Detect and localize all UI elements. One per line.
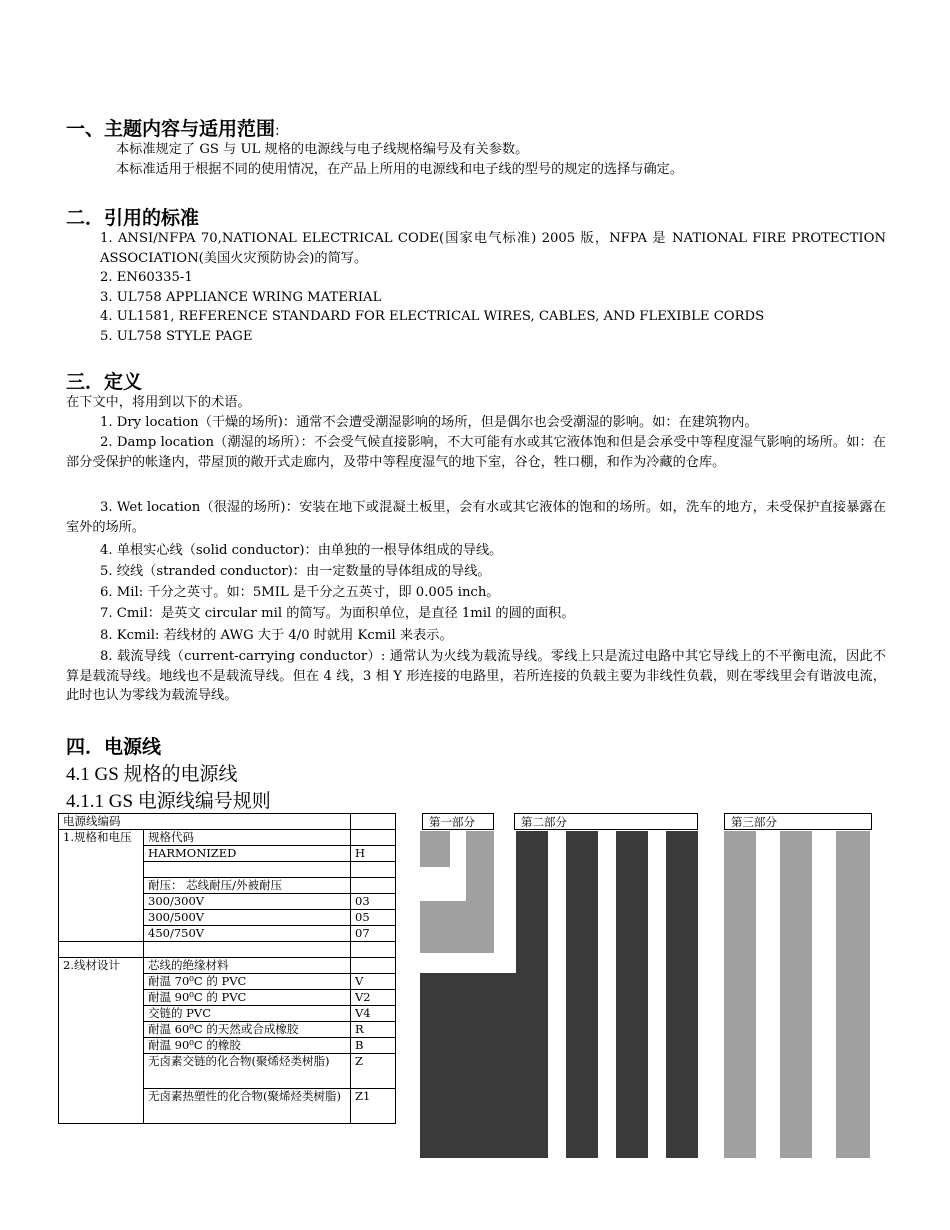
definition-item-9: 8. 载流导线（current-carrying conductor）: 通常认为火线为载流导线。零线上只是流过电路中其它导线上的不平衡电流，因此不算是载流导线。地线也不是载流导线。但在 4 线，3 相 Y 形连接的电路里，若所连接的负载主要为非线性负载，则在零线里会有谐波电流，此时也认为零线为载流导线。 — [66, 649, 886, 703]
subsection-4-1-title: 4.1 GS 规格的电源线 — [66, 764, 238, 785]
voltage-code: 03 — [351, 894, 396, 910]
part-2-bar — [616, 831, 648, 1158]
material-code: B — [351, 1038, 396, 1054]
reference-item-2: 2. EN60335-1 — [100, 270, 193, 285]
material-name: 耐温 90⁰C 的橡胶 — [144, 1038, 351, 1054]
definition-item-4: 4. 单根实心线（solid conductor)：由单独的一根导体组成的导线。 — [100, 543, 503, 558]
power-cord-code-table — [58, 813, 396, 1124]
part-2-label: 第二部分 — [514, 813, 698, 830]
table-cell-empty — [351, 958, 396, 974]
part-3-label: 第三部分 — [724, 813, 872, 830]
material-code: V — [351, 974, 396, 990]
definition-item-3: 3. Wet location（很湿的场所)：安装在地下或混凝土板里，会有水或其它液体的饱和的场所。如，洗车的地方，未受保护直接暴露在室外的场所。 — [66, 500, 886, 535]
part-3-bar — [836, 831, 870, 1158]
material-name: 无卤素交链的化合物(聚烯烃类树脂) — [144, 1054, 351, 1089]
table-row — [59, 814, 396, 830]
table-cell-empty — [351, 830, 396, 846]
reference-item-5: 5. UL758 STYLE PAGE — [100, 329, 253, 344]
material-code: R — [351, 1022, 396, 1038]
subsection-4-1-1-title: 4.1.1 GS 电源线编号规则 — [66, 791, 271, 812]
voltage-code: 05 — [351, 910, 396, 926]
material-name: 无卤素热塑性的化合物(聚烯烃类树脂) — [144, 1089, 351, 1124]
voltage-code: 07 — [351, 926, 396, 942]
part-1-block — [420, 973, 500, 1158]
group-1-head: 规格代码 — [144, 830, 351, 846]
table-cell-empty — [351, 878, 396, 894]
section-3-title: 三．定义 — [66, 371, 143, 393]
section-1-para-1: 本标准规定了 GS 与 UL 规格的电源线与电子线规格编号及有关参数。 — [116, 142, 529, 157]
part-2-bar — [666, 831, 698, 1158]
material-code: V2 — [351, 990, 396, 1006]
section-2-title: 二．引用的标准 — [66, 207, 200, 229]
voltage-name: 300/500V — [144, 910, 351, 926]
section-1-para-2: 本标准适用于根据不同的使用情况，在产品上所用的电源线和电子线的型号的规定的选择与确定。 — [116, 162, 684, 177]
table-row — [59, 958, 396, 974]
part-1-label: 第一部分 — [422, 813, 494, 830]
section-1-title-colon: : — [275, 123, 280, 139]
part-1-block — [420, 831, 450, 867]
reference-item-1: 1. ANSI/NFPA 70,NATIONAL ELECTRICAL CODE(国家电气标准) 2005 版，NFPA 是 NATIONAL FIRE PROTECTION ASSOCIATION(美国火灾预防协会)的简写。 — [100, 231, 886, 266]
material-name: 耐温 90⁰C 的 PVC — [144, 990, 351, 1006]
definition-item-1: 1. Dry location（干燥的场所)：通常不会遭受潮湿影响的场所，但是偶尔也会受潮湿的影响。如：在建筑物内。 — [100, 415, 758, 430]
definition-item-6: 6. Mil: 千分之英寸。如：5MIL 是千分之五英寸，即 0.005 inch。 — [100, 585, 500, 600]
material-code: Z1 — [351, 1089, 396, 1124]
part-3-bar — [724, 831, 756, 1158]
voltage-head: 耐压： 芯线耐压/外被耐压 — [144, 878, 351, 894]
material-code: V4 — [351, 1006, 396, 1022]
group-2-head: 芯线的绝缘材料 — [144, 958, 351, 974]
part-1-block — [420, 901, 494, 953]
reference-item-3: 3. UL758 APPLIANCE WRING MATERIAL — [100, 290, 382, 305]
section-1-title — [66, 114, 280, 141]
definition-item-5: 5. 绞线（stranded conductor)：由一定数量的导体组成的导线。 — [100, 564, 491, 579]
part-2-bar — [500, 973, 548, 1158]
voltage-name: 450/750V — [144, 926, 351, 942]
material-name: 交链的 PVC — [144, 1006, 351, 1022]
material-name: 耐温 60⁰C 的天然或合成橡胶 — [144, 1022, 351, 1038]
table-cell-empty — [144, 942, 351, 958]
table-row — [59, 942, 396, 958]
part-3-bar — [780, 831, 812, 1158]
group-2-label: 2.线材设计 — [59, 958, 144, 1124]
table-cell-empty — [351, 862, 396, 878]
table-cell-empty — [351, 814, 396, 830]
group-1-label: 1.规格和电压 — [59, 830, 144, 942]
harmonized-code: H — [351, 846, 396, 862]
code-parts-diagram — [418, 813, 873, 1158]
definition-item-8: 8. Kcmil: 若线材的 AWG 大于 4/0 时就用 Kcmil 来表示。 — [100, 628, 453, 643]
table-cell-empty — [59, 942, 144, 958]
material-code: Z — [351, 1054, 396, 1089]
definition-item-7: 7. Cmil：是英文 circular mil 的简写。为面积单位，是直径 1mil 的圆的面积。 — [100, 606, 575, 621]
table-cell-empty — [351, 942, 396, 958]
table-row — [59, 830, 396, 846]
harmonized-name: HARMONIZED — [144, 846, 351, 862]
table-cell-empty — [144, 862, 351, 878]
table-header: 电源线编码 — [59, 814, 351, 830]
section-1-title-text: 一、主题内容与适用范围 — [66, 118, 276, 140]
material-name: 耐温 70⁰C 的 PVC — [144, 974, 351, 990]
voltage-name: 300/300V — [144, 894, 351, 910]
reference-item-4: 4. UL1581, REFERENCE STANDARD FOR ELECTRICAL WIRES, CABLES, AND FLEXIBLE CORDS — [100, 309, 765, 324]
definition-intro: 在下文中，将用到以下的术语。 — [66, 395, 251, 410]
definition-item-2: 2. Damp location（潮湿的场所）：不会受气候直接影响，不大可能有水或其它液体饱和但是会承受中等程度湿气影响的场所。如：在部分受保护的帐逢内，带屋顶的敞开式走廊内，及带中等程度湿气的地下室，谷仓，牲口棚，和作为冷藏的仓库。 — [66, 435, 886, 470]
part-2-bar — [566, 831, 598, 1158]
section-4-title: 四．电源线 — [66, 736, 162, 758]
part-1-block — [466, 831, 494, 901]
